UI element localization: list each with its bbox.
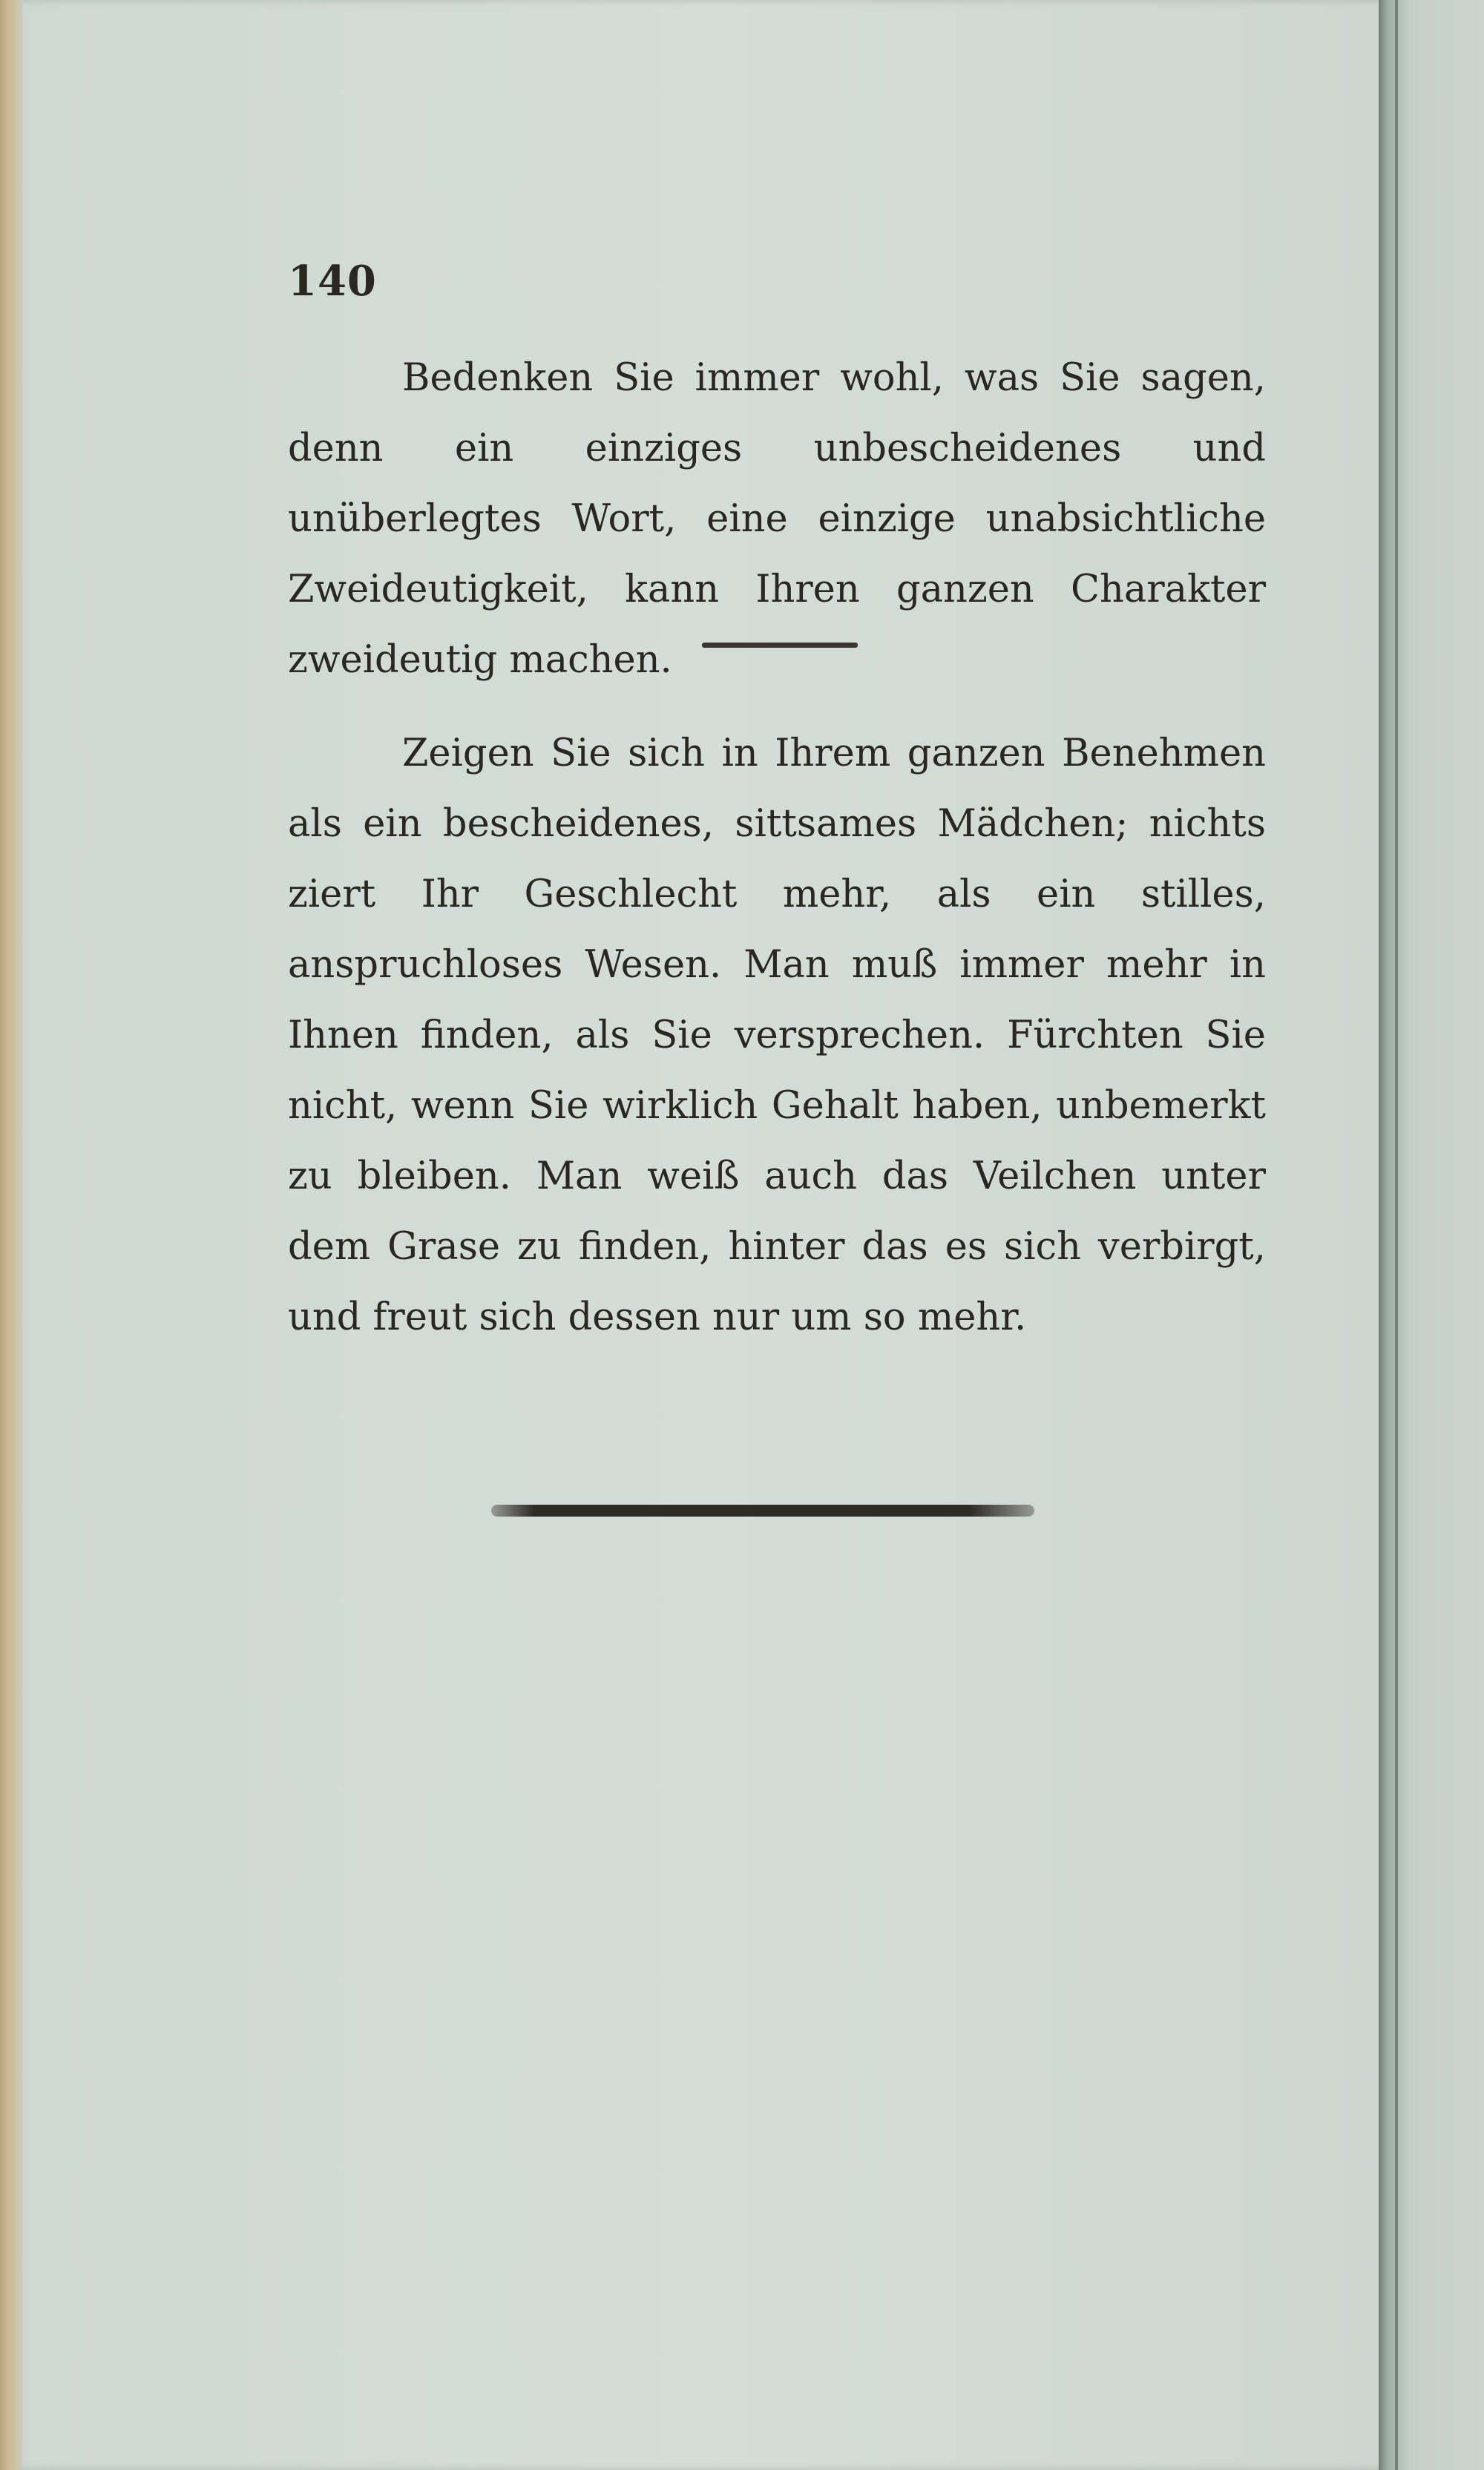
paragraph-1: Bedenken Sie immer wohl, was Sie sagen, denn ein einziges unbescheidenes und unüberlegtes Wort, eine einzige unabsichtliche Zweideutigkeit, kann Ihren ganzen Charakter zweideutig machen.	[288, 356, 1266, 682]
page-number: 140	[288, 257, 377, 306]
section-divider-long	[491, 1505, 1034, 1517]
paragraph-2: Zeigen Sie sich in Ihrem ganzen Benehmen als ein bescheidenes, sittsames Mädchen; nichts ziert Ihr Geschlecht mehr, als ein stilles, anspruchloses Wesen. Man muß immer mehr in Ihnen finden, als Sie versprechen. Fürchten Sie nicht, wenn Sie wirklich Gehalt haben, unbemerkt zu bleiben. Man weiß auch das Veilchen unter dem Grase zu finden, hinter das es sich verbirgt, und freut sich dessen nur um so mehr.	[288, 732, 1266, 1339]
book-left-edge	[0, 0, 25, 2470]
section-divider-short	[702, 643, 858, 648]
next-page-edge	[1379, 0, 1484, 2470]
